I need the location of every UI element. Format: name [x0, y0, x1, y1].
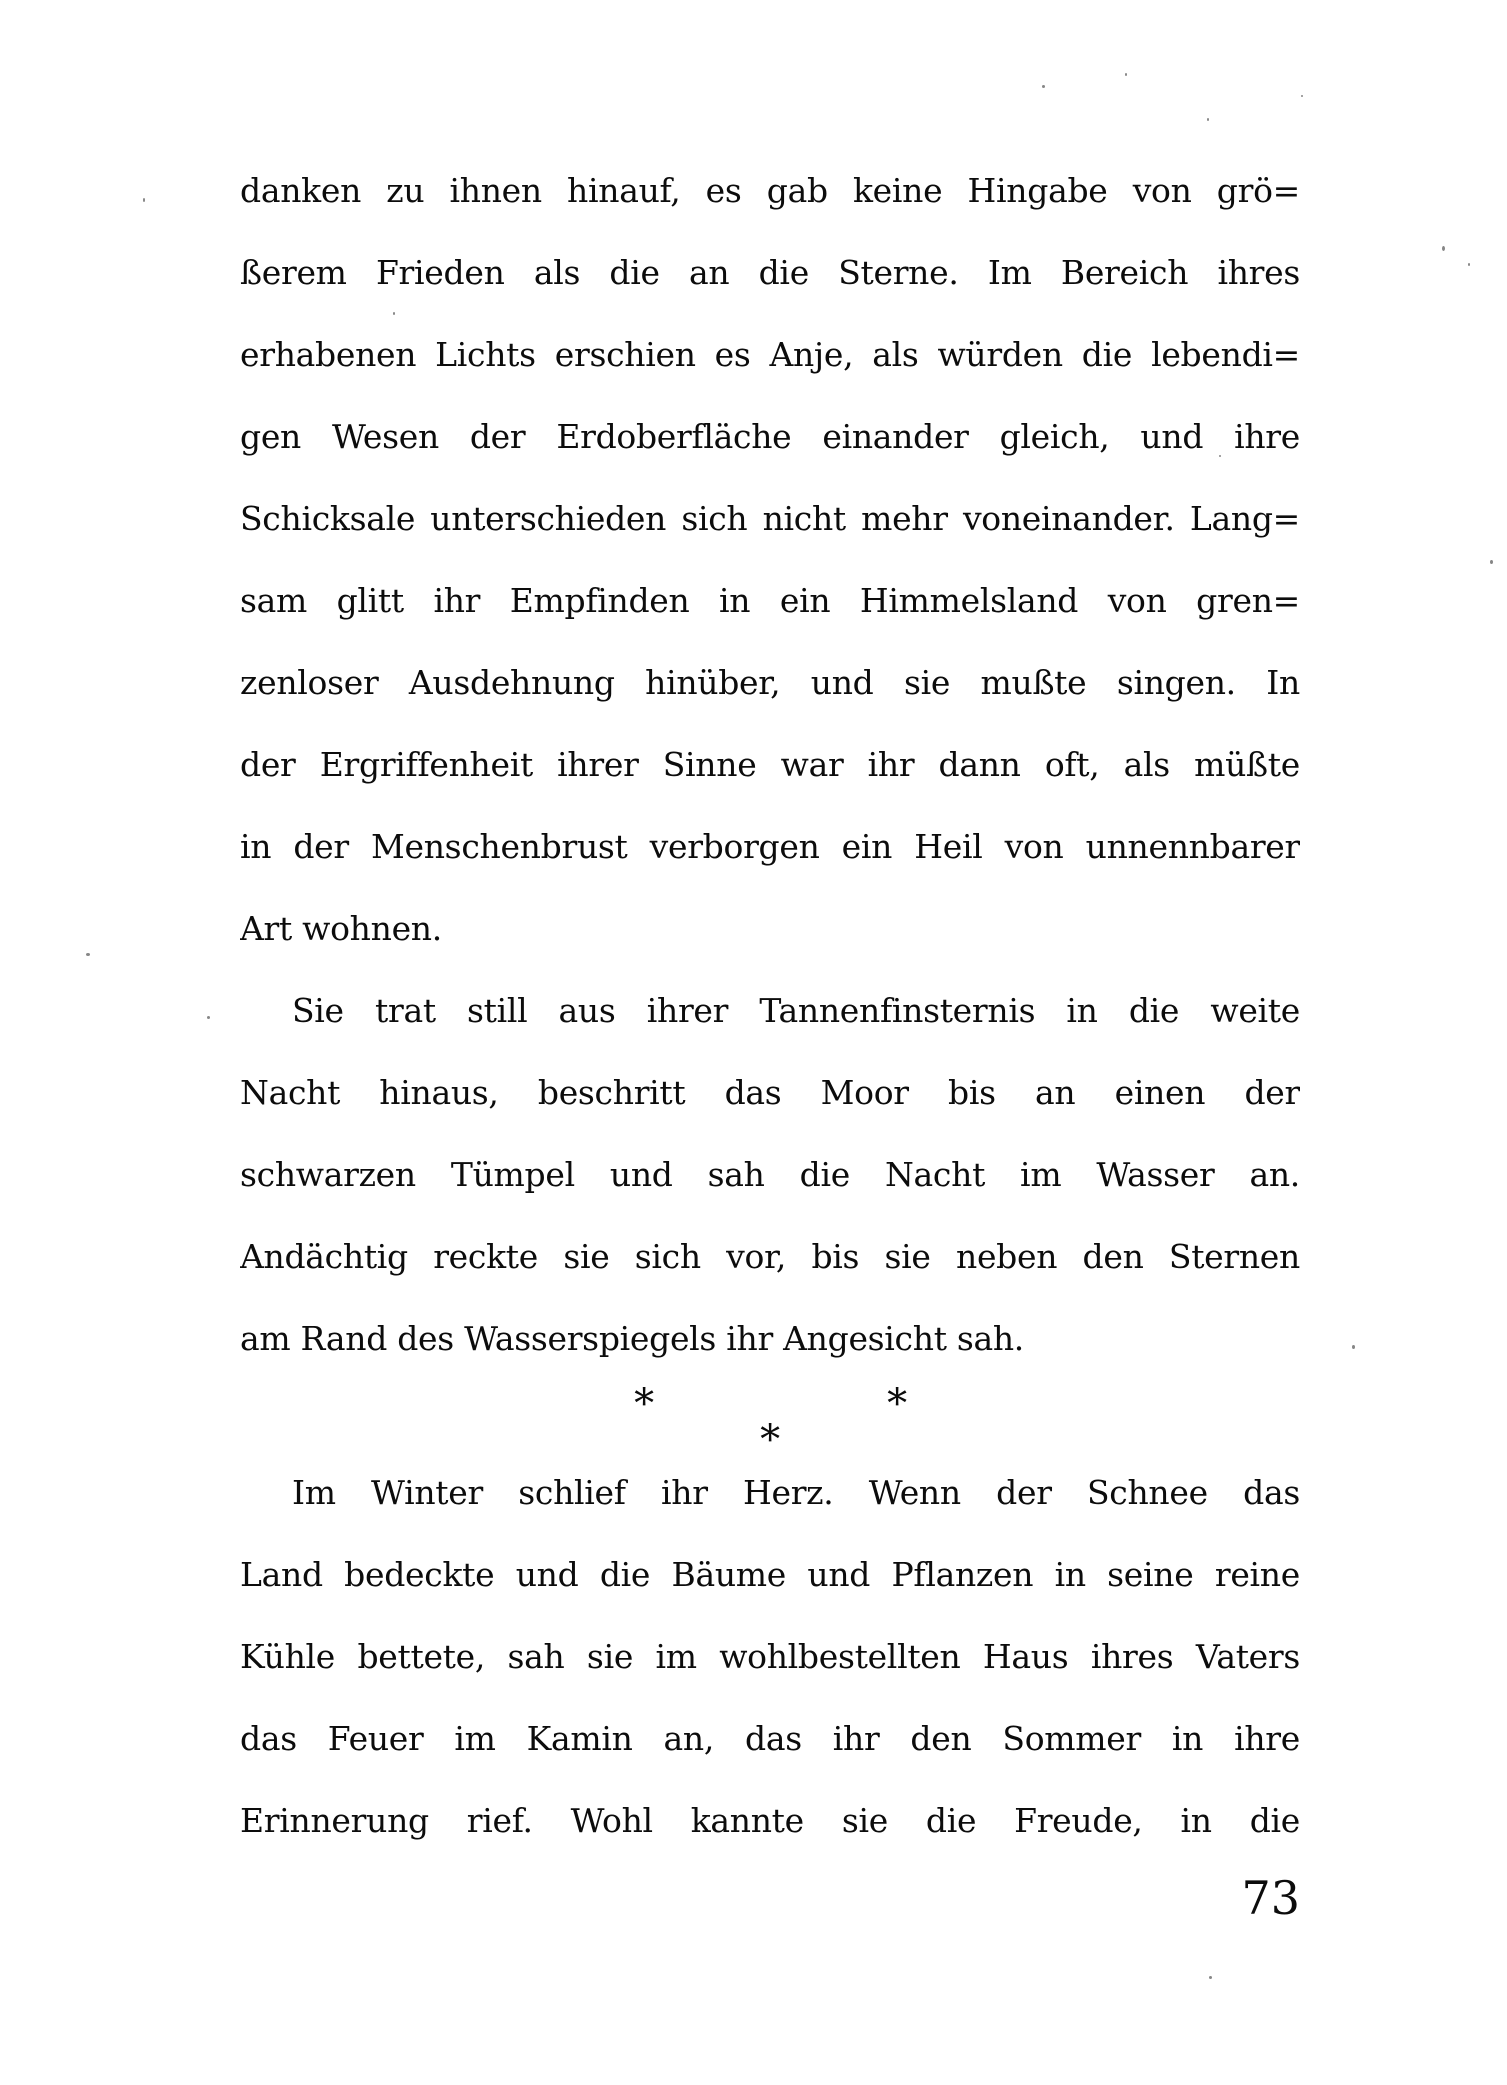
asterisk: *: [634, 1381, 654, 1427]
scan-speck: [1468, 263, 1470, 266]
text-line: der Ergriffenheit ihrer Sinne war ihr dann oft, als müßte: [240, 745, 1300, 784]
text-line: zenloser Ausdehnung hinüber, und sie mußte singen. In: [240, 663, 1300, 702]
text-line: erhabenen Lichts erschien es Anje, als würden die lebendi=: [240, 335, 1300, 374]
page-number: 73: [1241, 1871, 1300, 1925]
text-line: das Feuer im Kamin an, das ihr den Sommer in ihre: [240, 1719, 1300, 1758]
text-line: ßerem Frieden als die an die Sterne. Im Bereich ihres: [240, 253, 1300, 292]
text-line: danken zu ihnen hinauf, es gab keine Hingabe von grö=: [240, 171, 1300, 210]
scan-speck: [1442, 246, 1445, 251]
text-line: sam glitt ihr Empfinden in ein Himmelsland von gren=: [240, 581, 1300, 620]
text-line: in der Menschenbrust verborgen ein Heil von unnennbarer: [240, 827, 1300, 866]
text-line: Art wohnen.: [240, 909, 442, 948]
scan-speck: [1042, 85, 1045, 88]
scan-speck: [143, 198, 145, 202]
text-line: Im Winter schlief ihr Herz. Wenn der Schnee das: [292, 1473, 1300, 1512]
text-line: Kühle bettete, sah sie im wohlbestellten Haus ihres Vaters: [240, 1637, 1300, 1676]
scan-speck: [1207, 118, 1209, 121]
text-line: Nacht hinaus, beschritt das Moor bis an einen der: [240, 1073, 1300, 1112]
scan-speck: [1301, 95, 1303, 97]
text-line: Erinnerung rief. Wohl kannte sie die Freude, in die: [240, 1801, 1300, 1840]
text-line: Schicksale unterschieden sich nicht mehr voneinander. Lang=: [240, 499, 1300, 538]
scan-speck: [1125, 73, 1127, 76]
paragraph: [240, 1452, 1300, 1862]
asterisk: *: [887, 1381, 907, 1427]
scan-speck: [207, 1016, 210, 1019]
scan-speck: [86, 953, 90, 956]
text-line: schwarzen Tümpel und sah die Nacht im Wasser an.: [240, 1155, 1300, 1194]
text-line: gen Wesen der Erdoberfläche einander gleich, und ihre: [240, 417, 1300, 456]
asterisk-separator: [240, 1380, 1300, 1463]
scan-speck: [1352, 1345, 1355, 1349]
text-line: Sie trat still aus ihrer Tannenfinsternis in die weite: [292, 991, 1300, 1030]
paragraph: [240, 150, 1300, 970]
asterisk: *: [760, 1417, 780, 1463]
paragraph: [240, 970, 1300, 1380]
scan-speck: [1490, 560, 1493, 564]
text-line: Land bedeckte und die Bäume und Pflanzen in seine reine: [240, 1555, 1300, 1594]
scan-speck: [1209, 1976, 1212, 1979]
text-line: am Rand des Wasserspiegels ihr Angesicht sah.: [240, 1319, 1024, 1358]
text-line: Andächtig reckte sie sich vor, bis sie neben den Sternen: [240, 1237, 1300, 1276]
page-text: [240, 150, 1300, 1862]
